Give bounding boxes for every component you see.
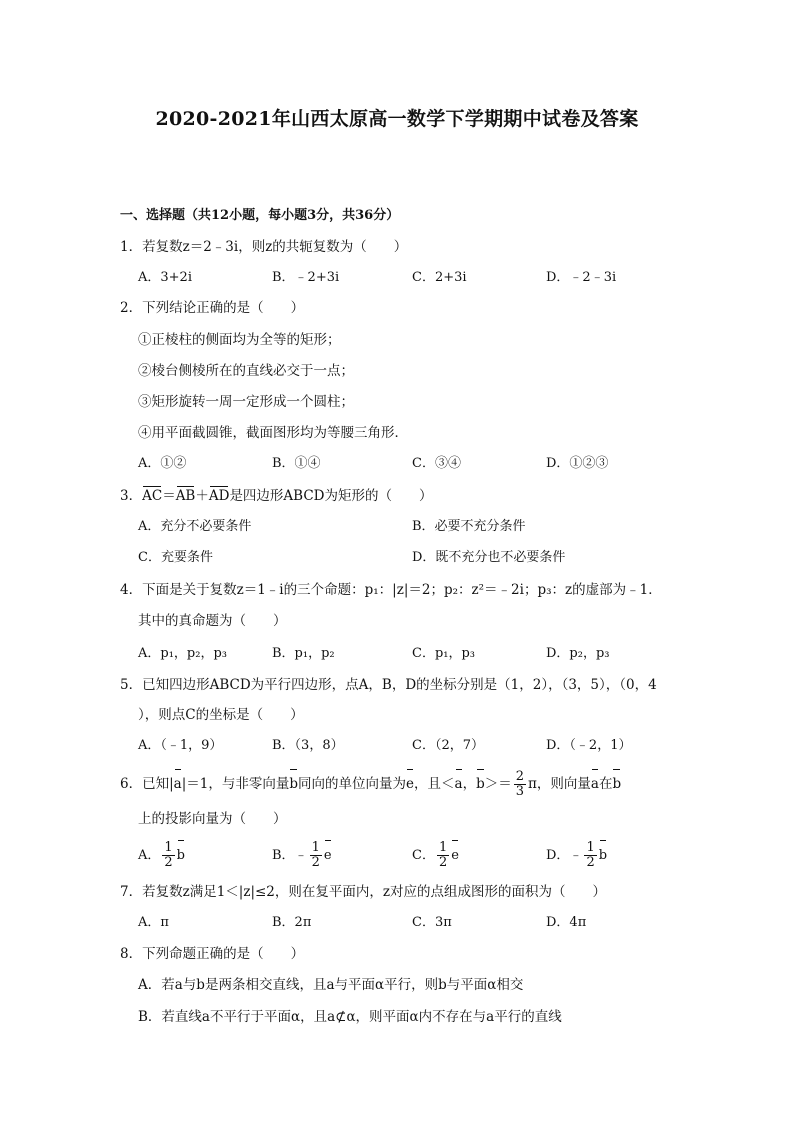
vector-b: b — [476, 770, 485, 798]
question-8-stem: 8．下列命题正确的是（ ） — [120, 946, 305, 962]
question-7-option-d: D．4π — [546, 915, 587, 930]
question-2-option-c: C．③④ — [412, 456, 461, 471]
question-3-option-a: A．充分不必要条件 — [138, 519, 252, 534]
question-3-option-d: D．既不充分也不必要条件 — [412, 550, 566, 565]
question-5-option-c: C．（2，7） — [412, 738, 484, 753]
question-3-number: 3． — [120, 488, 143, 504]
question-3-option-b: B．必要不充分条件 — [412, 519, 526, 534]
question-5-option-a: A．（﹣1，9） — [138, 738, 223, 753]
question-2-option-d: D．①②③ — [546, 456, 609, 471]
question-5-option-d: D．（﹣2，1） — [546, 738, 632, 753]
question-5-stem: 5．已知四边形ABCD为平行四边形，点A，B，D的坐标分别是（1，2），（3，5），（0，4 — [120, 677, 657, 693]
plus-sign: ＋ — [195, 488, 209, 504]
question-1-stem: 1．若复数z＝2﹣3i，则z的共轭复数为（ ） — [120, 239, 408, 255]
question-3-option-c: C．充要条件 — [138, 550, 213, 565]
question-6-stem: 6．已知|a|＝1，与非零向量b同向的单位向量为e，且＜a，b＞＝ $\frac{2}{3}$ π，则向量a在b — [120, 769, 622, 799]
question-2-statement-2: ②棱台侧棱所在的直线必交于一点； — [138, 363, 354, 379]
question-7-option-c: C．3π — [412, 915, 452, 930]
question-6-option-c: C． $\frac{1}{2}$ e — [412, 840, 459, 870]
vector-e: e — [406, 770, 414, 798]
question-1-option-b: B．﹣2+3i — [272, 270, 340, 285]
equals-sign: ＝ — [162, 488, 176, 504]
question-4-option-d: D．p₂，p₃ — [546, 646, 610, 661]
question-2-option-a: A．①② — [138, 456, 187, 471]
vector-b: b — [612, 770, 621, 798]
question-2-option-b: B．①④ — [272, 456, 321, 471]
question-7-stem: 7．若复数z满足1＜|z|≤2，则在复平面内，z对应的点组成图形的面积为（ ） — [120, 884, 607, 900]
question-2-stem: 2．下列结论正确的是（ ） — [120, 300, 305, 316]
vector-ac: AC — [142, 488, 163, 504]
question-4-option-a: A．p₁，p₂，p₃ — [138, 646, 227, 661]
vector-b: b — [289, 770, 298, 798]
question-4-stem: 4．下面是关于复数z＝1﹣i的三个命题：p₁：|z|＝2；p₂：z²＝﹣2i；p₃：z的虚部为﹣1． — [120, 582, 662, 598]
question-4-option-c: C．p₁，p₃ — [412, 646, 476, 661]
question-6-option-a: A． $\frac{1}{2}$ b — [138, 840, 185, 870]
question-3-stem — [120, 487, 433, 505]
question-1-option-c: C．2+3i — [412, 270, 467, 285]
vector-a: a — [591, 770, 599, 798]
question-2-statement-4: ④用平面截圆锥，截面图形均为等腰三角形． — [138, 425, 408, 441]
question-8-option-a: A．若a与b是两条相交直线，且a与平面α平行，则b与平面α相交 — [138, 977, 524, 993]
vector-a: a — [455, 770, 463, 798]
question-7-option-a: A．π — [138, 915, 169, 930]
question-8-option-b: B．若直线a不平行于平面α，且a⊄α，则平面α内不存在与a平行的直线 — [138, 1009, 562, 1025]
question-6-option-d: D．﹣ $\frac{1}{2}$ b — [546, 840, 608, 870]
question-6-option-b: B．﹣ $\frac{1}{2}$ e — [272, 840, 332, 870]
question-5-stem-continued: ），则点C的坐标是（ ） — [138, 707, 304, 723]
fraction-two-thirds: $\frac{2}{3}$ — [515, 769, 524, 799]
vector-a: a — [174, 770, 182, 798]
question-1-option-a: A．3+2i — [138, 270, 192, 285]
section-heading: 一、选择题（共12小题，每小题3分，共36分） — [120, 208, 400, 223]
question-2-statement-1: ①正棱柱的侧面均为全等的矩形； — [138, 332, 341, 348]
question-4-stem-continued: 其中的真命题为（ ） — [138, 613, 287, 629]
question-7-option-b: B．2π — [272, 915, 312, 930]
vector-ab: AB — [175, 488, 196, 504]
page-title: 2020-2021年山西太原高一数学下学期期中试卷及答案 — [155, 108, 639, 130]
question-6-stem-continued: 上的投影向量为（ ） — [138, 811, 287, 827]
question-1-option-d: D．﹣2﹣3i — [546, 270, 617, 285]
question-4-option-b: B．p₁，p₂ — [272, 646, 335, 661]
question-2-statement-3: ③矩形旋转一周一定形成一个圆柱； — [138, 394, 354, 410]
vector-ad: AD — [208, 488, 230, 504]
question-5-option-b: B．（3，8） — [272, 738, 344, 753]
question-3-text: 是四边形ABCD为矩形的（ ） — [229, 488, 433, 504]
